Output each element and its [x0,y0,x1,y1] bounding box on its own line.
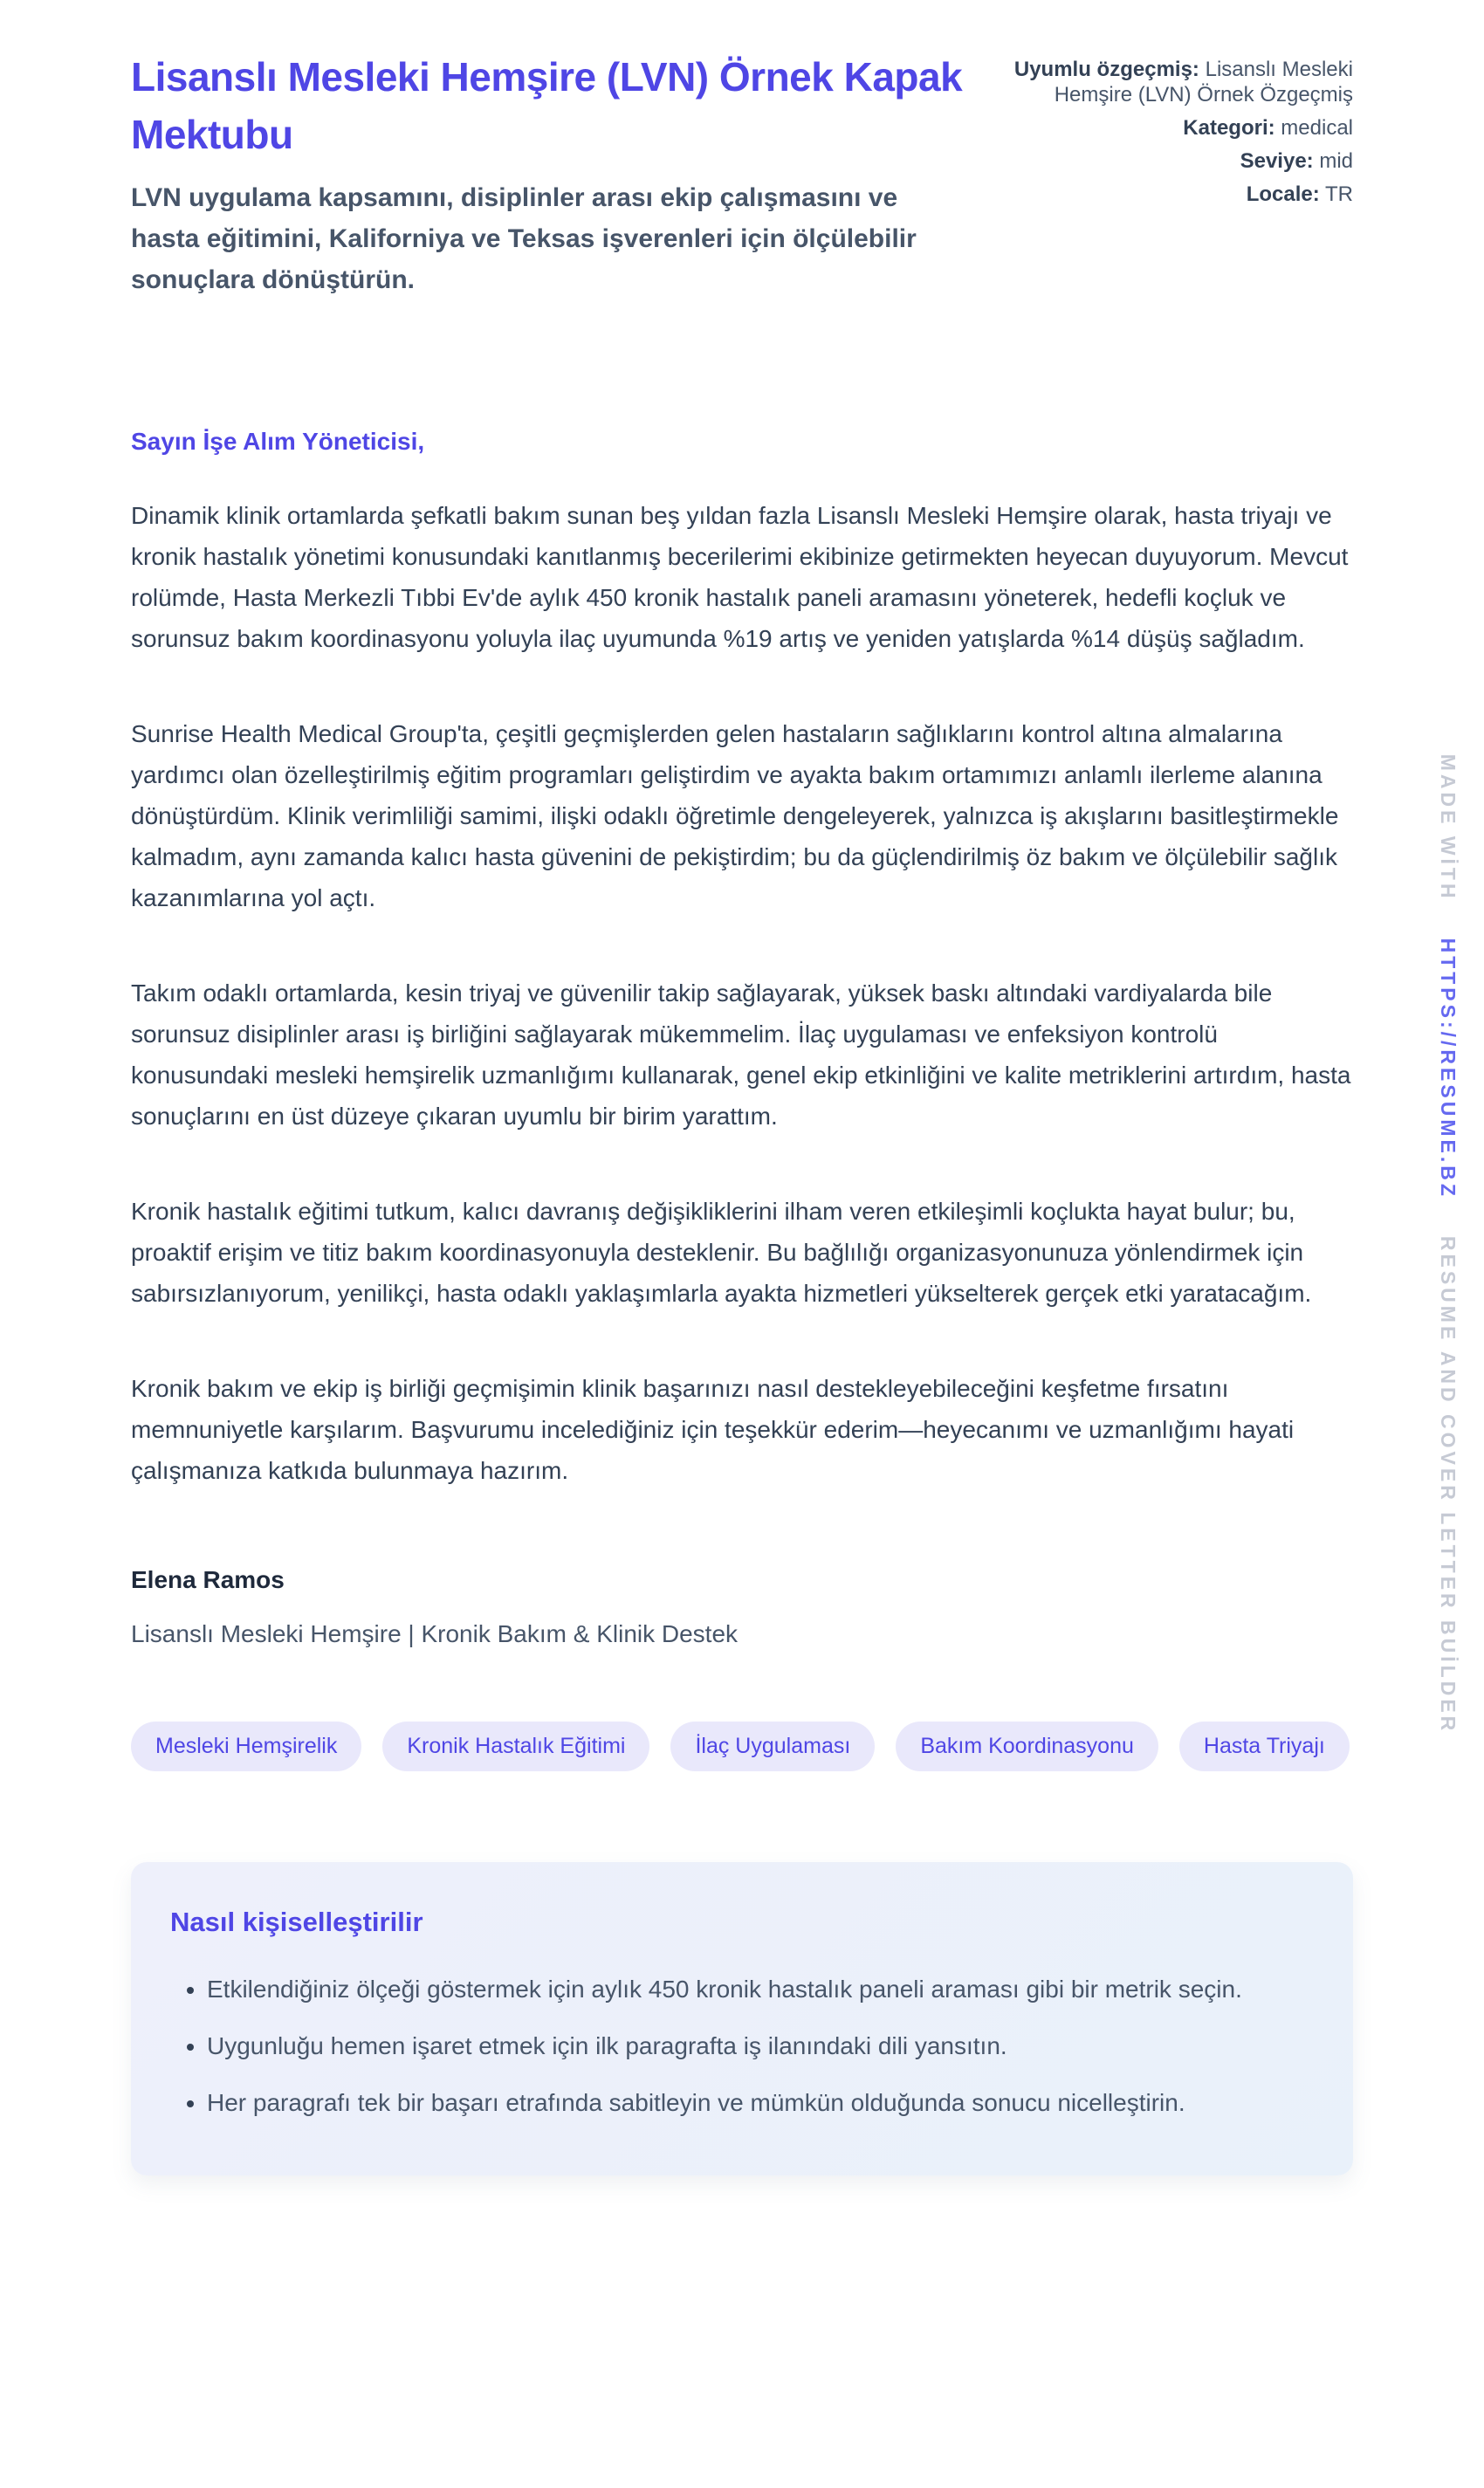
skill-tag[interactable]: Bakım Koordinasyonu [896,1722,1158,1771]
document-meta [1013,57,1353,215]
meta-value: medical [1281,116,1353,140]
skill-tag[interactable]: Kronik Hastalık Eğitimi [382,1722,649,1771]
signature-name: Elena Ramos [131,1566,285,1593]
meta-label: Locale: [1246,182,1320,206]
tip-item: • Her paragrafı tek bir başarı etrafında sabitleyin ve mümkün olduğunda sonucu nicelleştirin. [207,2082,1281,2123]
meta-value: Lisanslı Mesleki Hemşire (LVN) Örnek Özgeçmiş [1054,58,1353,107]
skill-tags [131,1722,1353,1771]
watermark-made-with: MADE WİTH [1437,753,1460,902]
header [131,48,1353,300]
letter-paragraph: Kronik hastalık eğitimi tutkum, kalıcı davranış değişikliklerini ilham veren etkileşimli koçlukta hayat bulur; bu, proaktif erişim ve titiz bakım koordinasyonuyla desteklenir. Bu bağlılığı organizasyonunuza yönlendirmek için sabırsızlanıyorum, yenilikçi, hasta odaklı yaklaşımlarla ayakta hizmetleri yükselterek gerçek etki yaratacağım. [131,1198,1312,1307]
meta-category [1013,115,1353,141]
header-title-block [131,48,995,300]
tip-item: • Uygunluğu hemen işaret etmek için ilk paragrafta iş ilanındaki dili yansıtın. [207,2025,1281,2066]
meta-value: mid [1319,149,1353,173]
signature-title: Lisanslı Mesleki Hemşire | Kronik Bakım & Klinik Destek [131,1620,739,1647]
vertical-watermark [1436,754,1460,1735]
page-subtitle: LVN uygulama kapsamını, disiplinler arası ekip çalışmasını ve hasta eğitimini, Kaliforniya ve Teksas işverenleri için ölçülebilir sonuçlara dönüştürün. [131,183,917,294]
meta-level [1013,148,1353,174]
letter-paragraph: Sunrise Health Medical Group'ta, çeşitli geçmişlerden gelen hastaların sağlıklarını kontrol altına almalarına yardımcı olan özelleştirilmiş eğitim programları geliştirdim ve ayakta bakım ortamımızı anlamlı ilerleme alanına dönüştürdüm. Klinik verimliliği samimi, ilişki odaklı öğretimle dengeleyerek, yalnızca iş akışlarını basitleştirmekle kalmadım, aynı zamanda kalıcı hasta güvenini de pekiştirdim; bu da güçlendirilmiş öz bakım ve ölçülebilir sağlık kazanımlarına yol açtı. [131,720,1339,911]
meta-label: Uyumlu özgeçmiş: [1013,58,1199,81]
watermark-url-link[interactable]: HTTPS://RESUME.BZ [1437,938,1460,1199]
signature-block [131,1564,1353,1650]
tips-list [170,1969,1314,2123]
tips-title: Nasıl kişiselleştirilir [170,1907,423,1937]
letter-body [131,495,1353,1491]
skill-tag[interactable]: Mesleki Hemşirelik [131,1722,361,1771]
personalization-tips-box [131,1862,1353,2175]
letter-paragraph: Takım odaklı ortamlarda, kesin triyaj ve güvenilir takip sağlayarak, yüksek baskı altındaki vardiyalarda bile sorunsuz disiplinler arası iş birliğini sağlayarak mükemmelim. İlaç uygulaması ve enfeksiyon kontrolü konusundaki mesleki hemşirelik uzmanlığımı kullanarak, genel ekip etkinliğini ve kalite metriklerini artırdım, hasta sonuçlarını en üst düzeye çıkaran uyumlu bir birim yarattım. [131,979,1351,1130]
skill-tag[interactable]: İlaç Uygulaması [670,1722,875,1771]
letter-greeting: Sayın İşe Alım Yöneticisi, [131,428,425,455]
letter-paragraph: Kronik bakım ve ekip iş birliği geçmişimin klinik başarınızı nasıl destekleyebileceğini keşfetme fırsatını memnuniyetle karşılarım. Başvurumu incelediğiniz için teşekkür ederim—heyecanımı ve uzmanlığımı hayati çalışmanıza katkıda bulunmaya hazırım. [131,1375,1295,1484]
meta-matching-resume [1013,57,1353,107]
meta-value: TR [1325,182,1353,206]
page-title: Lisanslı Mesleki Hemşire (LVN) Örnek Kapak Mektubu [131,54,963,157]
meta-locale [1013,182,1353,207]
watermark-tagline: RESUME AND COVER LETTER BUİLDER [1437,1235,1460,1735]
meta-label: Kategori: [1183,116,1275,140]
meta-label: Seviye: [1240,149,1314,173]
tip-item: • Etkilendiğiniz ölçeği göstermek için aylık 450 kronik hastalık paneli araması gibi bir metrik seçin. [207,1969,1281,2010]
skill-tag[interactable]: Hasta Triyajı [1179,1722,1350,1771]
letter-paragraph: Dinamik klinik ortamlarda şefkatli bakım sunan beş yıldan fazla Lisanslı Mesleki Hemşire olarak, hasta triyajı ve kronik hastalık yönetimi konusundaki kanıtlanmış becerilerimi ekibinize getirmekten heyecan duyuyorum. Mevcut rolümde, Hasta Merkezli Tıbbi Ev'de aylık 450 kronik hastalık paneli aramasını yöneterek, hedefli koçluk ve sorunsuz bakım koordinasyonu yoluyla ilaç uyumunda %19 artış ve yeniden yatışlarda %14 düşüş sağladım. [131,502,1349,652]
